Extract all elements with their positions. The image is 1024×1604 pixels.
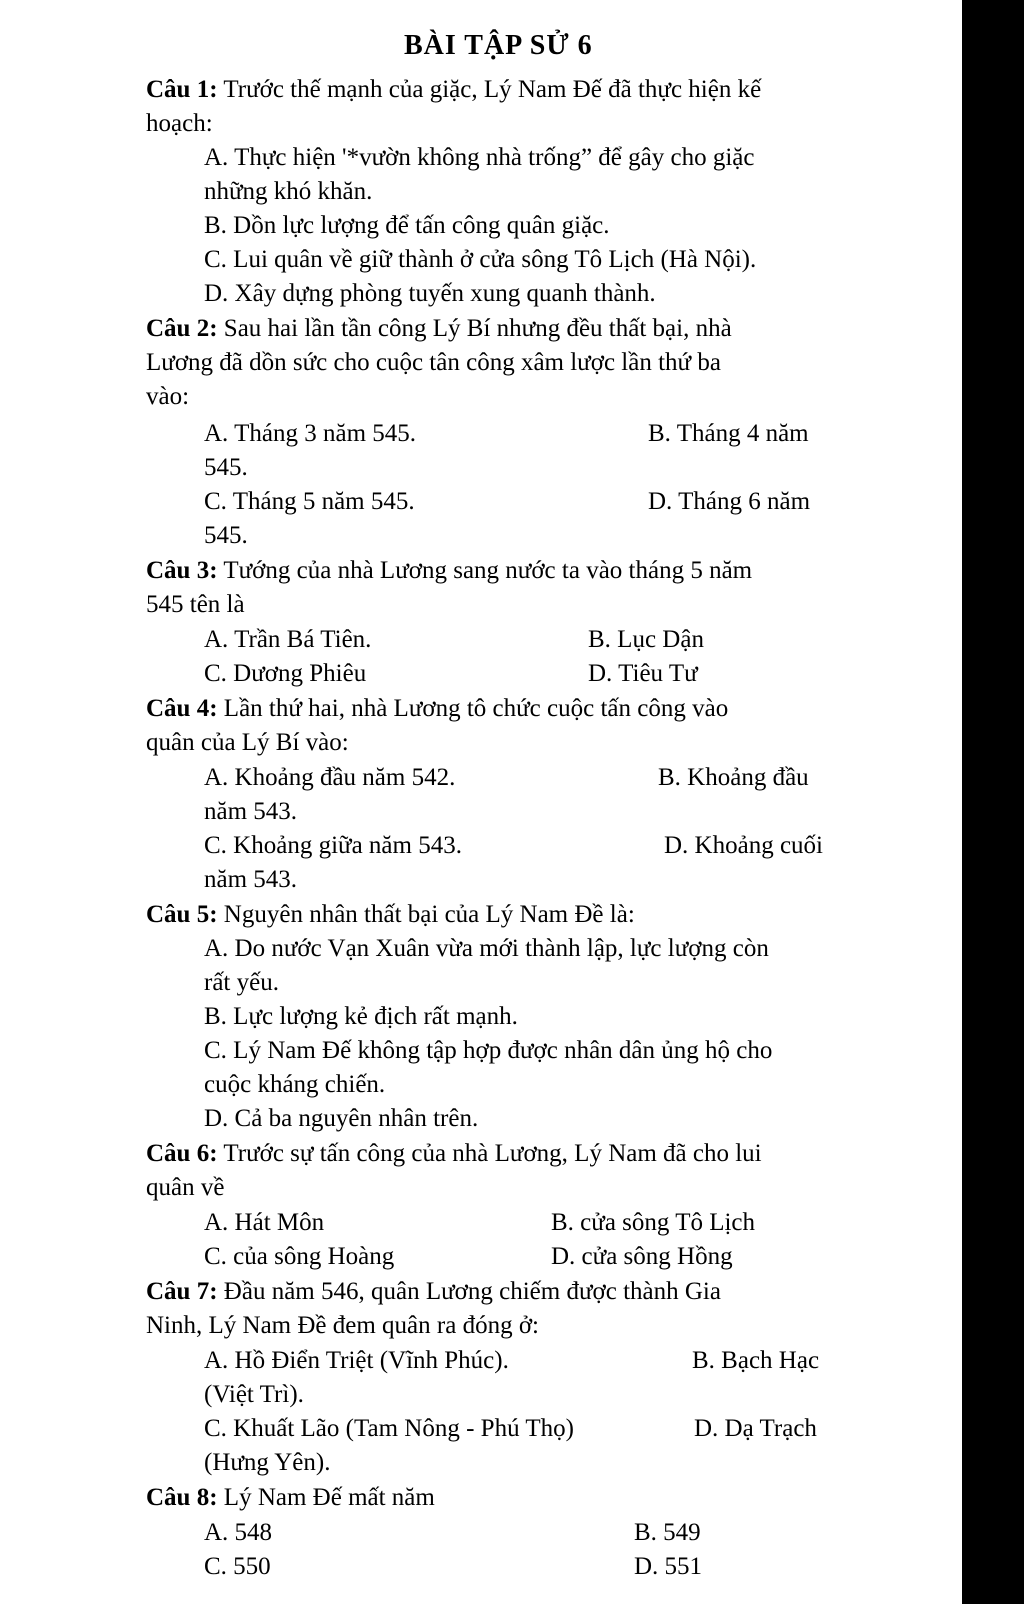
q8-option-d: D. 551 xyxy=(634,1553,703,1580)
q2-option-a: A. Tháng 3 năm 545. xyxy=(204,420,417,447)
q4-option-d-cont: năm 543. xyxy=(204,866,298,893)
question-2-text: Sau hai lần tần công Lý Bí nhưng đều thất bại, nhà xyxy=(217,315,732,342)
page-title: BÀI TẬP SỬ 6 xyxy=(404,30,593,61)
q6-option-b: B. cửa sông Tô Lịch xyxy=(551,1209,756,1236)
question-8-text: Lý Nam Đế mất năm xyxy=(217,1484,435,1511)
question-2 xyxy=(146,313,732,345)
question-3-text: Tướng của nhà Lương sang nước ta vào tháng 5 năm xyxy=(217,557,753,584)
question-6-text: Trước sự tấn công của nhà Lương, Lý Nam đã cho lui xyxy=(217,1140,762,1167)
q3-option-d: D. Tiêu Tư xyxy=(588,660,698,687)
q5-option-a: A. Do nước Vạn Xuân vừa mới thành lập, lực lượng còn xyxy=(204,935,769,962)
question-5-label: Câu 5: xyxy=(146,901,218,928)
q5-option-c-cont: cuộc kháng chiến. xyxy=(204,1071,386,1098)
q2-option-d-cont: 545. xyxy=(204,522,248,549)
question-1-text-cont: hoạch: xyxy=(146,110,213,137)
q5-option-d: D. Cả ba nguyên nhân trên. xyxy=(204,1105,479,1132)
q2-option-b: B. Tháng 4 năm xyxy=(648,420,809,447)
q2-option-b-cont: 545. xyxy=(204,454,248,481)
q4-option-b-cont: năm 543. xyxy=(204,798,298,825)
q8-option-b: B. 549 xyxy=(634,1519,701,1546)
q3-option-a: A. Trần Bá Tiên. xyxy=(204,626,372,653)
question-2-text-cont: Lương đã dồn sức cho cuộc tân công xâm lược lần thứ ba xyxy=(146,349,721,376)
question-6 xyxy=(146,1138,762,1170)
question-5-text: Nguyên nhân thất bại của Lý Nam Đề là: xyxy=(217,901,635,928)
q4-option-a: A. Khoảng đầu năm 542. xyxy=(204,764,456,791)
q4-option-d: D. Khoảng cuối xyxy=(664,832,823,859)
q7-option-b-cont: (Việt Trì). xyxy=(204,1381,304,1408)
q5-option-c: C. Lý Nam Đế không tập hợp được nhân dân ủng hộ cho xyxy=(204,1037,773,1064)
question-6-label: Câu 6: xyxy=(146,1140,218,1167)
question-2-label: Câu 2: xyxy=(146,315,218,342)
question-6-text-cont: quân về xyxy=(146,1174,225,1201)
question-7-text: Đầu năm 546, quân Lương chiếm được thành Gia xyxy=(217,1278,721,1305)
q2-option-d: D. Tháng 6 năm xyxy=(648,488,811,515)
question-7-text-cont: Ninh, Lý Nam Đề đem quân ra đóng ở: xyxy=(146,1312,539,1339)
question-4-text-cont: quân của Lý Bí vào: xyxy=(146,729,349,756)
q6-option-c: C. của sông Hoàng xyxy=(204,1243,395,1270)
q1-option-c: C. Lui quân về giữ thành ở cửa sông Tô Lịch (Hà Nội). xyxy=(204,246,757,273)
q6-option-a: A. Hát Môn xyxy=(204,1209,325,1236)
question-4-label: Câu 4: xyxy=(146,695,218,722)
question-4 xyxy=(146,693,728,725)
question-3-label: Câu 3: xyxy=(146,557,218,584)
q1-option-d: D. Xây dựng phòng tuyến xung quanh thành. xyxy=(204,280,656,307)
question-5 xyxy=(146,899,635,931)
q7-option-d-cont: (Hưng Yên). xyxy=(204,1449,331,1476)
q7-option-a: A. Hồ Điển Triệt (Vĩnh Phúc). xyxy=(204,1347,509,1374)
question-2-text-cont-2: vào: xyxy=(146,383,190,410)
question-4-text: Lần thứ hai, nhà Lương tô chức cuộc tấn công vào xyxy=(217,695,729,722)
question-1-label: Câu 1: xyxy=(146,76,218,103)
q5-option-a-cont: rất yếu. xyxy=(204,969,279,996)
question-8 xyxy=(146,1482,435,1514)
question-8-label: Câu 8: xyxy=(146,1484,218,1511)
q8-option-a: A. 548 xyxy=(204,1519,273,1546)
q7-option-d: D. Dạ Trạch xyxy=(694,1415,817,1442)
question-7-label: Câu 7: xyxy=(146,1278,218,1305)
q5-option-b: B. Lực lượng kẻ địch rất mạnh. xyxy=(204,1003,518,1030)
q8-option-c: C. 550 xyxy=(204,1553,271,1580)
question-1 xyxy=(146,74,761,106)
q3-option-c: C. Dương Phiêu xyxy=(204,660,367,687)
q2-option-c: C. Tháng 5 năm 545. xyxy=(204,488,415,515)
q7-option-c: C. Khuất Lão (Tam Nông - Phú Thọ) xyxy=(204,1415,574,1442)
q6-option-d: D. cửa sông Hồng xyxy=(551,1243,733,1270)
question-3-text-cont: 545 tên là xyxy=(146,591,245,618)
q1-option-a: A. Thực hiện '*vườn không nhà trống” để gây cho giặc xyxy=(204,144,755,171)
q1-option-a-cont: những khó khăn. xyxy=(204,178,373,205)
q1-option-b: B. Dồn lực lượng để tấn công quân giặc. xyxy=(204,212,610,239)
question-3 xyxy=(146,555,752,587)
question-1-text: Trước thế mạnh của giặc, Lý Nam Đế đã thực hiện kế xyxy=(217,76,762,103)
q7-option-b: B. Bạch Hạc xyxy=(692,1347,820,1374)
q3-option-b: B. Lục Dận xyxy=(588,626,704,653)
question-7 xyxy=(146,1276,721,1308)
q4-option-c: C. Khoảng giữa năm 543. xyxy=(204,832,462,859)
q4-option-b: B. Khoảng đầu xyxy=(658,764,809,791)
